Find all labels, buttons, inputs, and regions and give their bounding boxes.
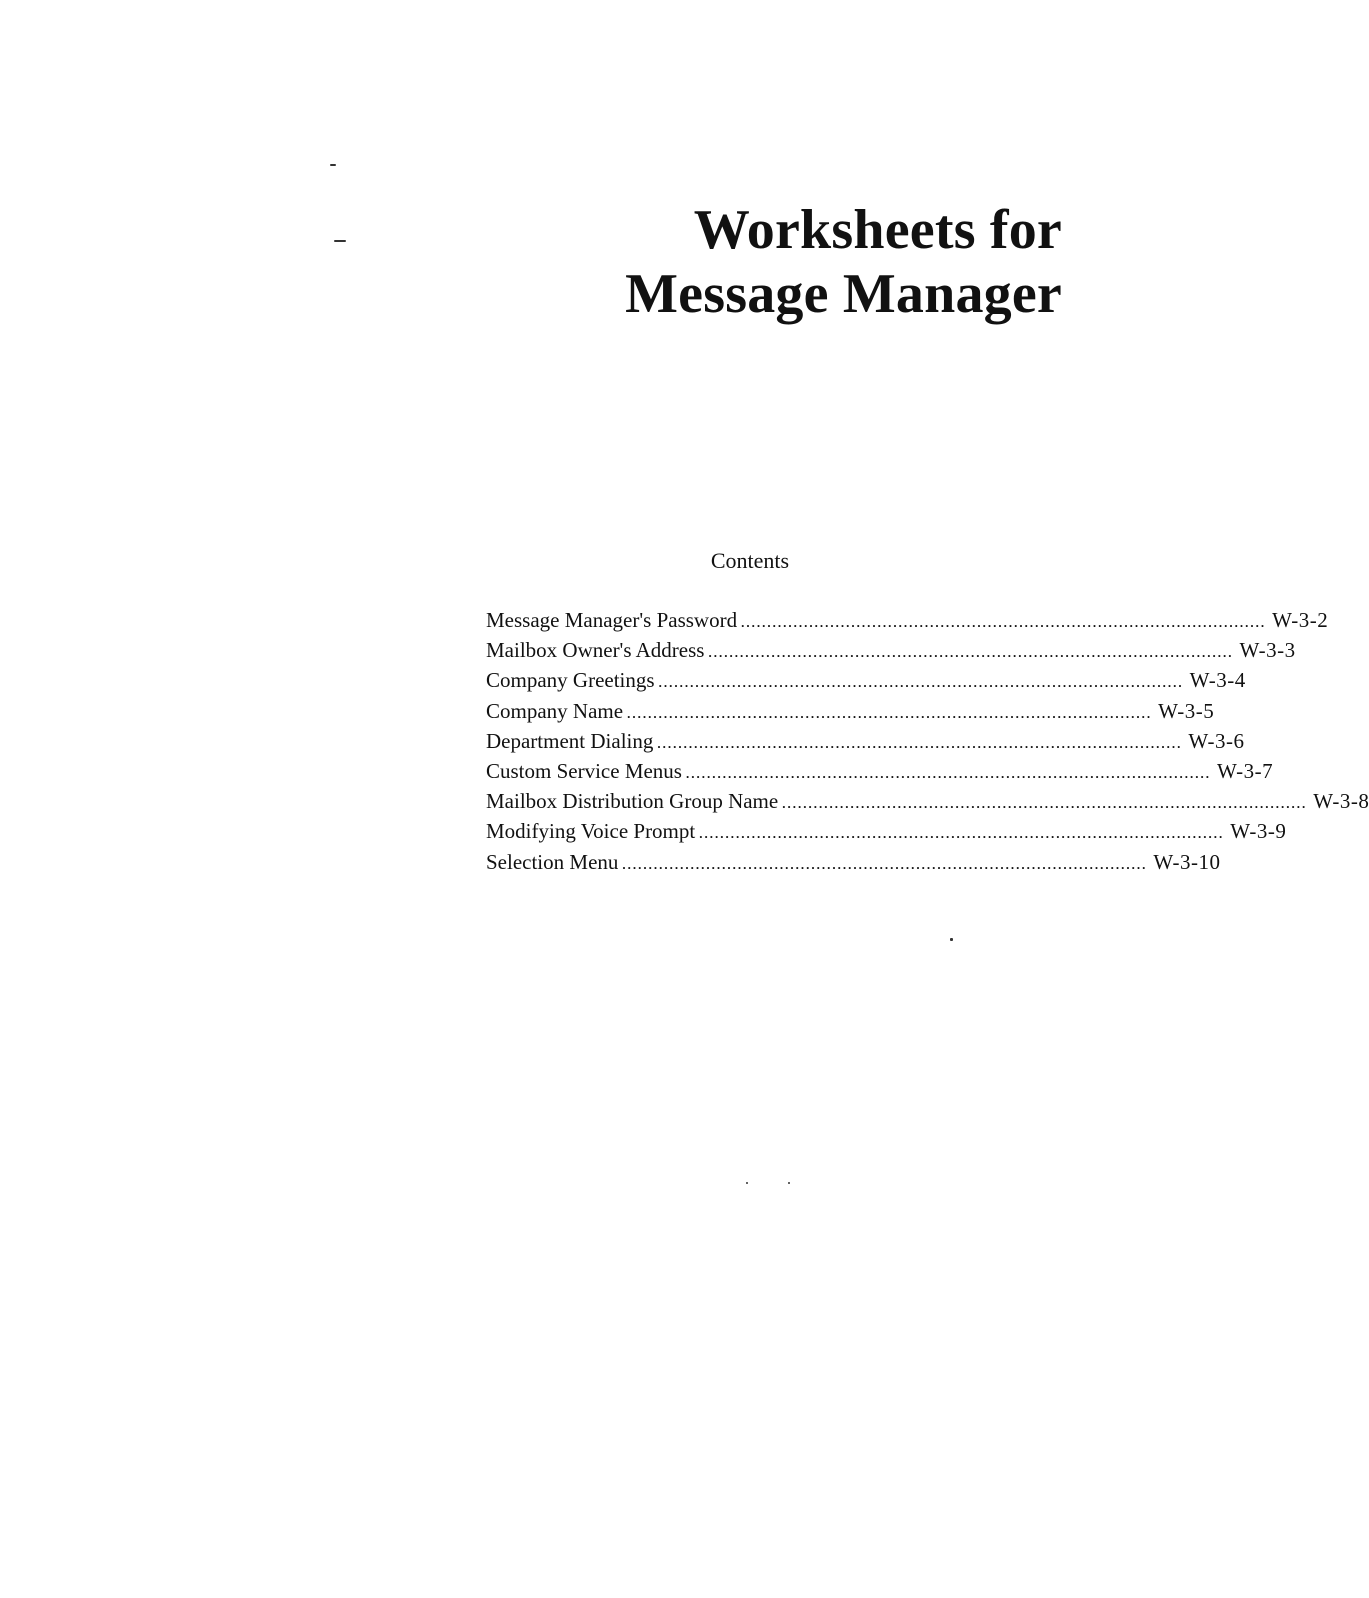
- toc-page-ref: W-3-8: [1313, 789, 1369, 814]
- toc-entry: [486, 819, 1287, 849]
- scan-mark: [950, 938, 953, 941]
- toc-entry: [486, 789, 1369, 819]
- dot-leader: ....................................................................................................: [782, 796, 1308, 812]
- toc-entry: [486, 638, 1296, 668]
- toc-entry-title: Mailbox Distribution Group Name: [486, 789, 779, 814]
- toc-entry-title: Company Name: [486, 698, 624, 723]
- toc-entry: [486, 728, 1245, 759]
- dot-leader: ....................................................................................................: [699, 826, 1225, 842]
- toc-entry-title: Message Manager's Password: [486, 608, 738, 632]
- dot-leader: ....................................................................................................: [657, 735, 1183, 751]
- dot-leader: ....................................................................................................: [622, 856, 1148, 872]
- title-line-2: Message Manager: [625, 263, 1062, 325]
- scan-mark: [788, 1182, 790, 1184]
- toc-entry-title: Mailbox Owner's Address: [486, 638, 705, 663]
- scan-mark: [334, 240, 346, 242]
- dot-leader: ....................................................................................................: [741, 615, 1267, 630]
- page-title: [625, 198, 1062, 326]
- toc-page-ref: W-3-2: [1272, 608, 1329, 632]
- toc-entry: [486, 849, 1221, 880]
- dot-leader: ....................................................................................................: [685, 765, 1211, 781]
- toc-page-ref: W-3-6: [1188, 728, 1245, 753]
- toc-entry-title: Custom Service Menus: [486, 758, 682, 783]
- toc-page-ref: W-3-9: [1230, 819, 1287, 844]
- toc-page-ref: W-3-4: [1189, 668, 1246, 693]
- scan-mark: [746, 1182, 748, 1184]
- toc-entry: [486, 758, 1274, 789]
- toc-entry-title: Selection Menu: [486, 849, 619, 874]
- toc-entry-title: Company Greetings: [486, 668, 655, 693]
- contents-heading: Contents: [710, 548, 790, 573]
- toc-entry-title: Modifying Voice Prompt: [486, 819, 696, 844]
- dot-leader: ....................................................................................................: [658, 675, 1184, 691]
- toc-page-ref: W-3-5: [1158, 698, 1215, 723]
- toc-page-ref: W-3-3: [1239, 638, 1296, 663]
- toc-entry: [486, 698, 1215, 729]
- toc-page-ref: W-3-7: [1216, 758, 1274, 783]
- title-line-1: Worksheets for: [693, 199, 1062, 261]
- toc-page-ref: W-3-10: [1153, 849, 1221, 874]
- scan-mark: [330, 164, 336, 166]
- dot-leader: ....................................................................................................: [708, 645, 1234, 661]
- dot-leader: ....................................................................................................: [627, 705, 1153, 721]
- toc-entry-title: Department Dialing: [486, 728, 654, 753]
- toc-entry: [486, 668, 1246, 698]
- table-of-contents: [486, 608, 1369, 880]
- toc-entry: [486, 608, 1329, 638]
